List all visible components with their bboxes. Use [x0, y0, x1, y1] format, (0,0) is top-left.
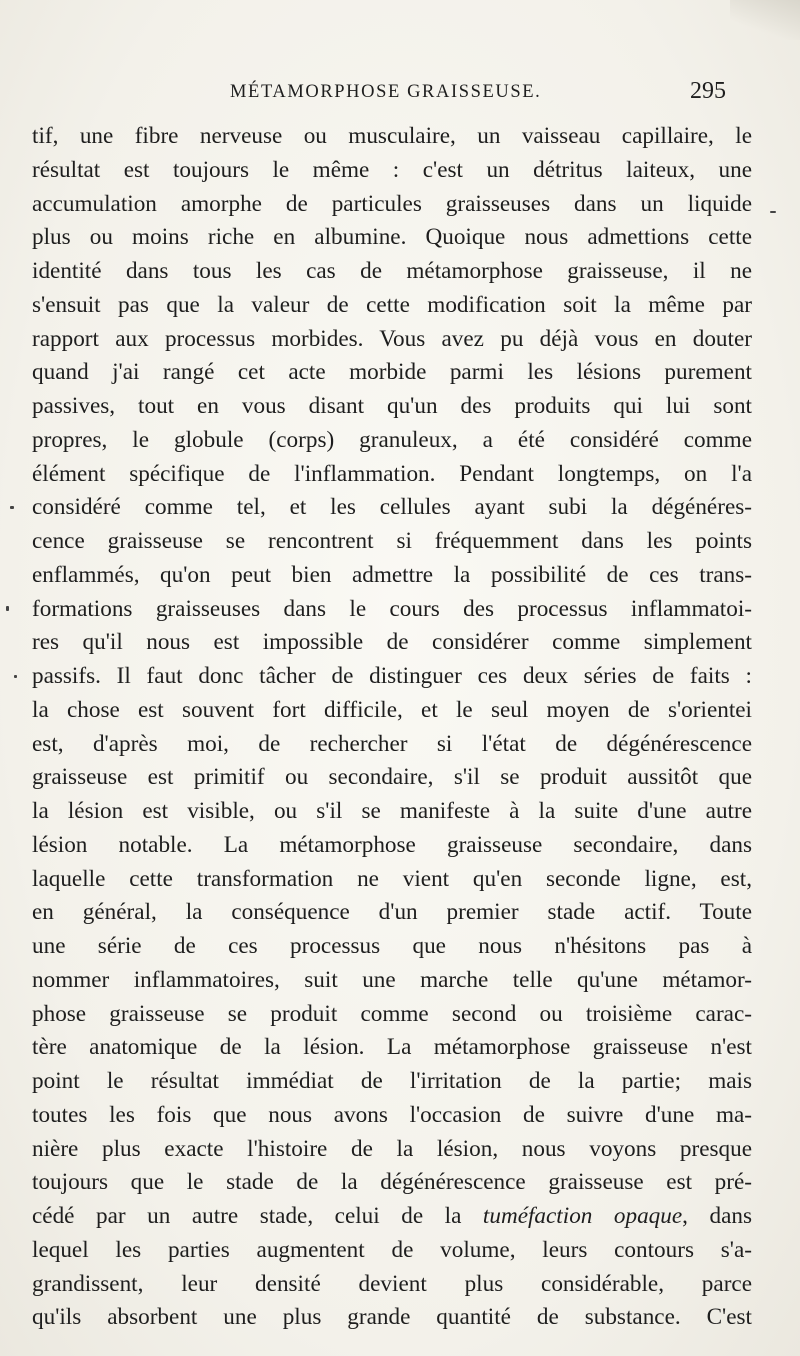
text-line: quand j'ai rangé cet acte morbide parmi les lésions purement [32, 359, 752, 386]
text-line: s'ensuit pas que la valeur de cette modification soit la même par [32, 291, 752, 318]
page-number: 295 [690, 78, 726, 104]
page-header [0, 78, 800, 112]
text-line: lequel les parties augmentent de volume, leurs contours s'a- [32, 1236, 752, 1263]
text-line: cence graisseuse se rencontrent si fréquemment dans les points [32, 528, 752, 554]
text-line: une série de ces processus que nous n'hésitons pas à [32, 933, 752, 959]
page-corner-shadow [730, 0, 800, 40]
text-line: considéré comme tel, et les cellules ayant subi la dégénéres- [32, 494, 752, 521]
text-line: passives, tout en vous disant qu'un des produits qui lui sont [32, 393, 752, 419]
text-line: plus ou moins riche en albumine. Quoique nous admettions cette [32, 224, 752, 251]
text-line: nière plus exacte l'histoire de la lésion, nous voyons presque [32, 1135, 752, 1162]
text-line: la lésion est visible, ou s'il se manifeste à la suite d'une autre [32, 798, 752, 824]
text-line: rapport aux processus morbides. Vous avez pu déjà vous en douter [32, 325, 752, 352]
text-line-with-italic [32, 1200, 752, 1234]
text-line: identité dans tous les cas de métamorphose graisseuse, il ne [32, 258, 752, 284]
text-line: graisseuse est primitif ou secondaire, s'il se produit aussitôt que [32, 764, 752, 791]
margin-mark [14, 675, 17, 678]
text-line: tif, une fibre nerveuse ou musculaire, un vaisseau capillaire, le [32, 123, 752, 149]
text-line: lésion notable. La métamorphose graisseuse secondaire, dans [32, 831, 752, 858]
text-line: phose graisseuse se produit comme second ou troisième carac- [32, 1000, 752, 1027]
text-line: qu'ils absorbent une plus grande quantité de substance. C'est [32, 1304, 752, 1331]
text-line: passifs. Il faut donc tâcher de distinguer ces deux séries de faits : [32, 663, 752, 689]
body-text [32, 120, 752, 1335]
text-line: en général, la conséquence d'un premier stade actif. Toute [32, 899, 752, 926]
text-line: res qu'il nous est impossible de considérer comme simplement [32, 629, 752, 656]
margin-mark [770, 211, 776, 213]
text-line: nommer inflammatoires, suit une marche telle qu'une métamor- [32, 966, 752, 993]
text-line: est, d'après moi, de rechercher si l'état de dégénérescence [32, 730, 752, 757]
italic-term: tuméfaction opaque [482, 1203, 683, 1229]
margin-mark [6, 606, 9, 611]
text-line: la chose est souvent fort difficile, et le seul moyen de s'orientei [32, 696, 752, 723]
text-line: laquelle cette transformation ne vient qu'en seconde ligne, est, [32, 865, 752, 892]
text-line: accumulation amorphe de particules graisseuses dans un liquide [32, 190, 752, 217]
text-segment: , dans [682, 1203, 752, 1229]
text-line: enflammés, qu'on peut bien admettre la possibilité de ces trans- [32, 561, 752, 588]
text-line: propres, le globule (corps) granuleux, a été considéré comme [32, 426, 752, 453]
text-line: toujours que le stade de la dégénérescence graisseuse est pré- [32, 1169, 752, 1196]
text-segment: cédé par un autre stade, celui de la [32, 1203, 483, 1229]
text-line: grandissent, leur densité devient plus considérable, parce [32, 1270, 752, 1297]
text-line: tère anatomique de la lésion. La métamorphose graisseuse n'est [32, 1034, 752, 1061]
text-line: toutes les fois que nous avons l'occasion de suivre d'une ma- [32, 1101, 752, 1128]
margin-mark [10, 506, 14, 509]
running-title: MÉTAMORPHOSE GRAISSEUSE. [230, 82, 542, 102]
text-line: point le résultat immédiat de l'irritation de la partie; mais [32, 1068, 752, 1094]
text-line: élément spécifique de l'inflammation. Pendant longtemps, on l'a [32, 460, 752, 487]
text-line: résultat est toujours le même : c'est un détritus laiteux, une [32, 156, 752, 183]
text-line: formations graisseuses dans le cours des processus inflammatoi- [32, 595, 752, 622]
